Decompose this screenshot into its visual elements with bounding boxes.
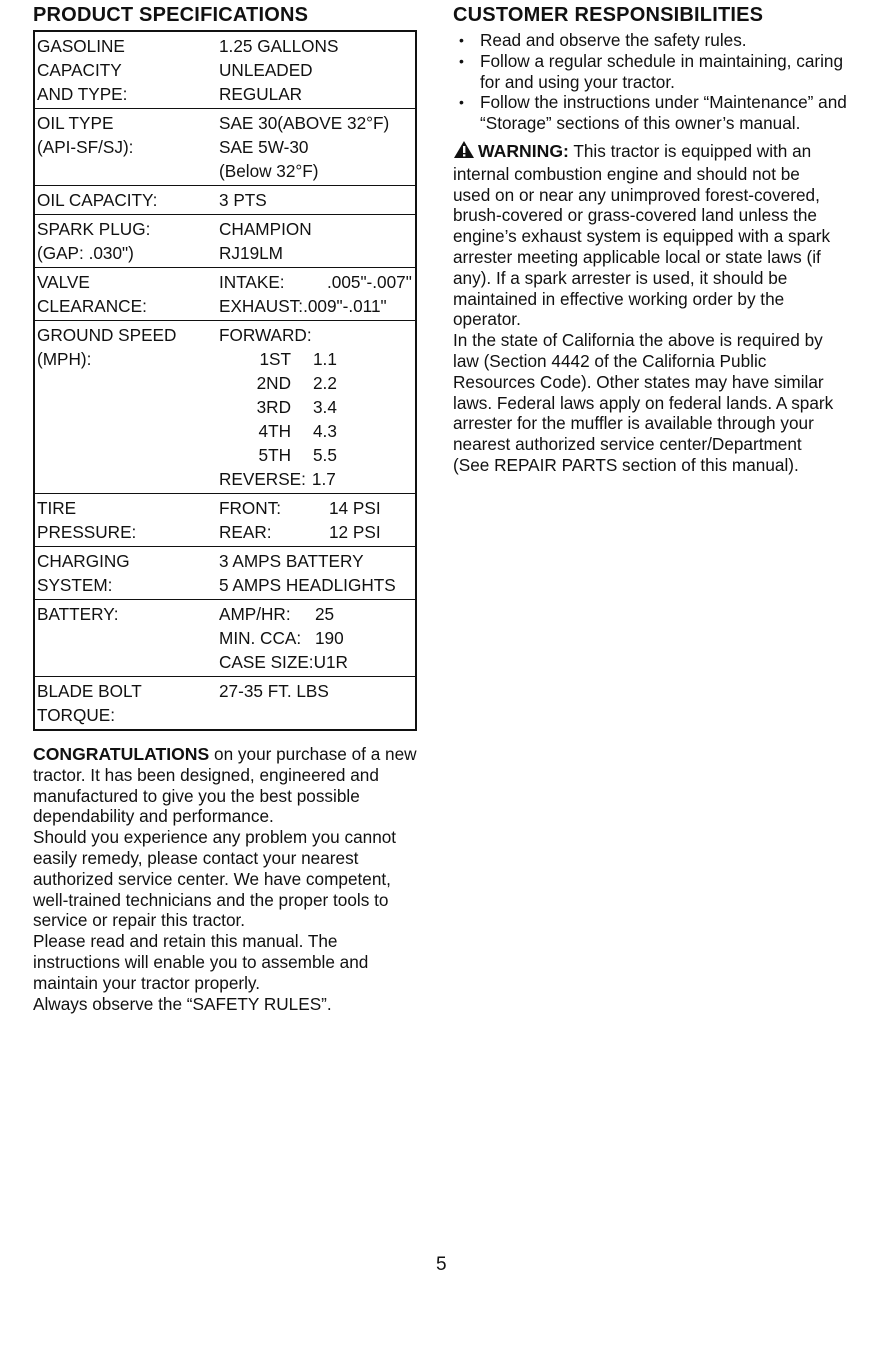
california-paragraph: In the state of California the above is required by law (Section 4442 of the California Public Resources Code). Other states may have similar laws. Federal laws apply on federal lands. A spark arrester for the muffler is available through your nearest authorized service center/Department (See REPAIR PARTS section of this manual). [453,330,834,475]
gear-speed: 3.4 [313,397,337,417]
spec-value: CHAMPION [219,219,312,239]
right-column [453,4,853,476]
spec-values [219,496,415,544]
gear-name: 2ND [256,373,291,393]
spec-row-valve-clearance [35,267,415,320]
spec-values [219,270,415,318]
list-item [453,30,853,51]
spec-value: 14 PSI [329,498,381,518]
spec-row-charging-system [35,546,415,599]
spec-value: SAE 30(ABOVE 32°F) [219,113,390,133]
spec-value-pair [219,294,415,318]
spec-label: BLADE BOLT TORQUE: [37,681,142,725]
bullet-icon: • [459,32,464,48]
service-paragraph: Should you experience any problem you cannot easily remedy, please contact your nearest authorized service center. We have competent, well-trained technicians and the proper tools to service or repair this tractor. [33,827,397,931]
spec-forward-label: FORWARD: [219,325,312,345]
list-item [453,92,853,134]
spec-value: 3 PTS [219,190,267,210]
spec-row-oil-type [35,108,415,185]
spec-key: INTAKE: [219,272,285,292]
congrats-lead-rest: on your purchase of a new tractor. It has been designed, engineered and manufactured to give you the best possible dependability and performance. [33,744,417,827]
page-number: 5 [436,1254,447,1275]
spec-value: 25 [315,604,335,624]
reverse-speed: 1.7 [311,469,336,489]
spec-value: REGULAR [219,84,303,104]
retain-manual-paragraph: Please read and retain this manual. The instructions will enable you to assemble and maintain your tractor properly. [33,931,369,993]
spec-value: .009"-.011" [303,296,387,316]
spec-value-pair [219,270,415,294]
customer-heading: CUSTOMER RESPONSIBILITIES [453,4,764,26]
spec-label: TIRE PRESSURE: [37,498,137,542]
spec-values [219,602,415,674]
spec-value: RJ19LM [219,243,283,263]
gear-speed: 2.2 [313,373,337,393]
spec-value: .005"-.007" [327,272,412,292]
spec-key: CASE SIZE: [219,652,314,672]
list-item-text: Read and observe the safety rules. [480,30,747,50]
list-item [453,51,853,93]
spec-label: VALVE CLEARANCE: [37,272,147,316]
gear-row [219,395,415,419]
spec-value: 1.25 GALLONS [219,36,339,56]
responsibility-list [453,30,853,134]
spec-key: AMP/HR: [219,604,291,624]
spec-value: 190 [315,628,344,648]
congratulations-section [33,744,419,1014]
spec-value-pair [219,626,415,650]
spec-value-pair [219,520,415,544]
spec-label: OIL CAPACITY: [37,190,158,210]
gear-speed: 4.3 [313,421,337,441]
spec-values [219,549,415,597]
spec-label: SPARK PLUG: (GAP: .030") [37,219,151,263]
spec-label: BATTERY: [37,604,119,624]
spec-row-blade-bolt [35,676,415,729]
congrats-paragraph [33,744,419,827]
spec-value: U1R [313,652,348,672]
spec-table [33,30,417,731]
spec-value-pair [219,602,415,626]
spec-value: (Below 32°F) [219,161,319,181]
spec-value: 12 PSI [329,522,381,542]
spec-row-ground-speed [35,320,415,493]
spec-value: UNLEADED [219,60,313,80]
gear-speed: 1.1 [313,349,337,369]
gear-name: 1ST [259,349,291,369]
gear-row [219,419,415,443]
spec-values [219,217,415,265]
gear-name: 3RD [256,397,291,417]
spec-value: 27-35 FT. LBS [219,681,329,701]
spec-key: REAR: [219,522,272,542]
left-column [33,4,419,1014]
spec-value: SAE 5W-30 [219,137,309,157]
spec-values [219,34,415,106]
congrats-lead: CONGRATULATIONS [33,744,210,764]
gear-speed: 5.5 [313,445,337,465]
warning-label: WARNING: [478,140,569,161]
spec-row-battery [35,599,415,676]
reverse-label: REVERSE: [219,469,306,489]
warning-paragraph [453,140,833,330]
gear-row [219,347,415,371]
spec-value-pair [219,496,415,520]
spec-row-gasoline [35,32,415,108]
spec-values [219,188,415,212]
gear-name: 5TH [258,445,291,465]
spec-row-oil-capacity [35,185,415,214]
warning-text: This tractor is equipped with an internal combustion engine and should not be used on or near any unimproved forest-covered, brush-covered or grass-covered land unless the engine’s exhaust system is equipped with a spark arrester meeting applicable local or state laws (if any). If a spark arrester is used, it should be maintained in effective working order by the operator. [453,140,831,330]
list-item-text: Follow the instructions under “Maintenance” and “Storage” sections of this owner’s manual. [480,92,847,134]
specs-heading: PRODUCT SPECIFICATIONS [33,4,309,26]
spec-value: 5 AMPS HEADLIGHTS [219,575,396,595]
spec-value-pair [219,650,415,674]
spec-key: EXHAUST: [219,296,304,316]
spec-label: GASOLINE CAPACITY AND TYPE: [37,36,128,104]
spec-values [219,111,415,183]
spec-values [219,679,415,727]
spec-row-tire-pressure [35,493,415,546]
list-item-text: Follow a regular schedule in maintaining, caring for and using your tractor. [480,50,844,92]
bullet-icon: • [459,52,464,69]
spec-value: 3 AMPS BATTERY [219,551,364,571]
gear-name: 4TH [258,421,291,441]
spec-label: CHARGING SYSTEM: [37,551,130,595]
spec-row-spark-plug [35,214,415,267]
spec-key: FRONT: [219,498,282,518]
spec-values [219,323,415,491]
spec-label: OIL TYPE (API-SF/SJ): [37,113,134,157]
bullet-icon: • [459,94,464,111]
gear-row [219,371,415,395]
safety-rules-paragraph: Always observe the “SAFETY RULES”. [33,993,332,1014]
spec-key: MIN. CCA: [219,628,302,648]
reverse-row [219,467,415,491]
spec-label: GROUND SPEED (MPH): [37,325,177,369]
gear-row [219,443,415,467]
warning-triangle-icon [453,140,475,164]
